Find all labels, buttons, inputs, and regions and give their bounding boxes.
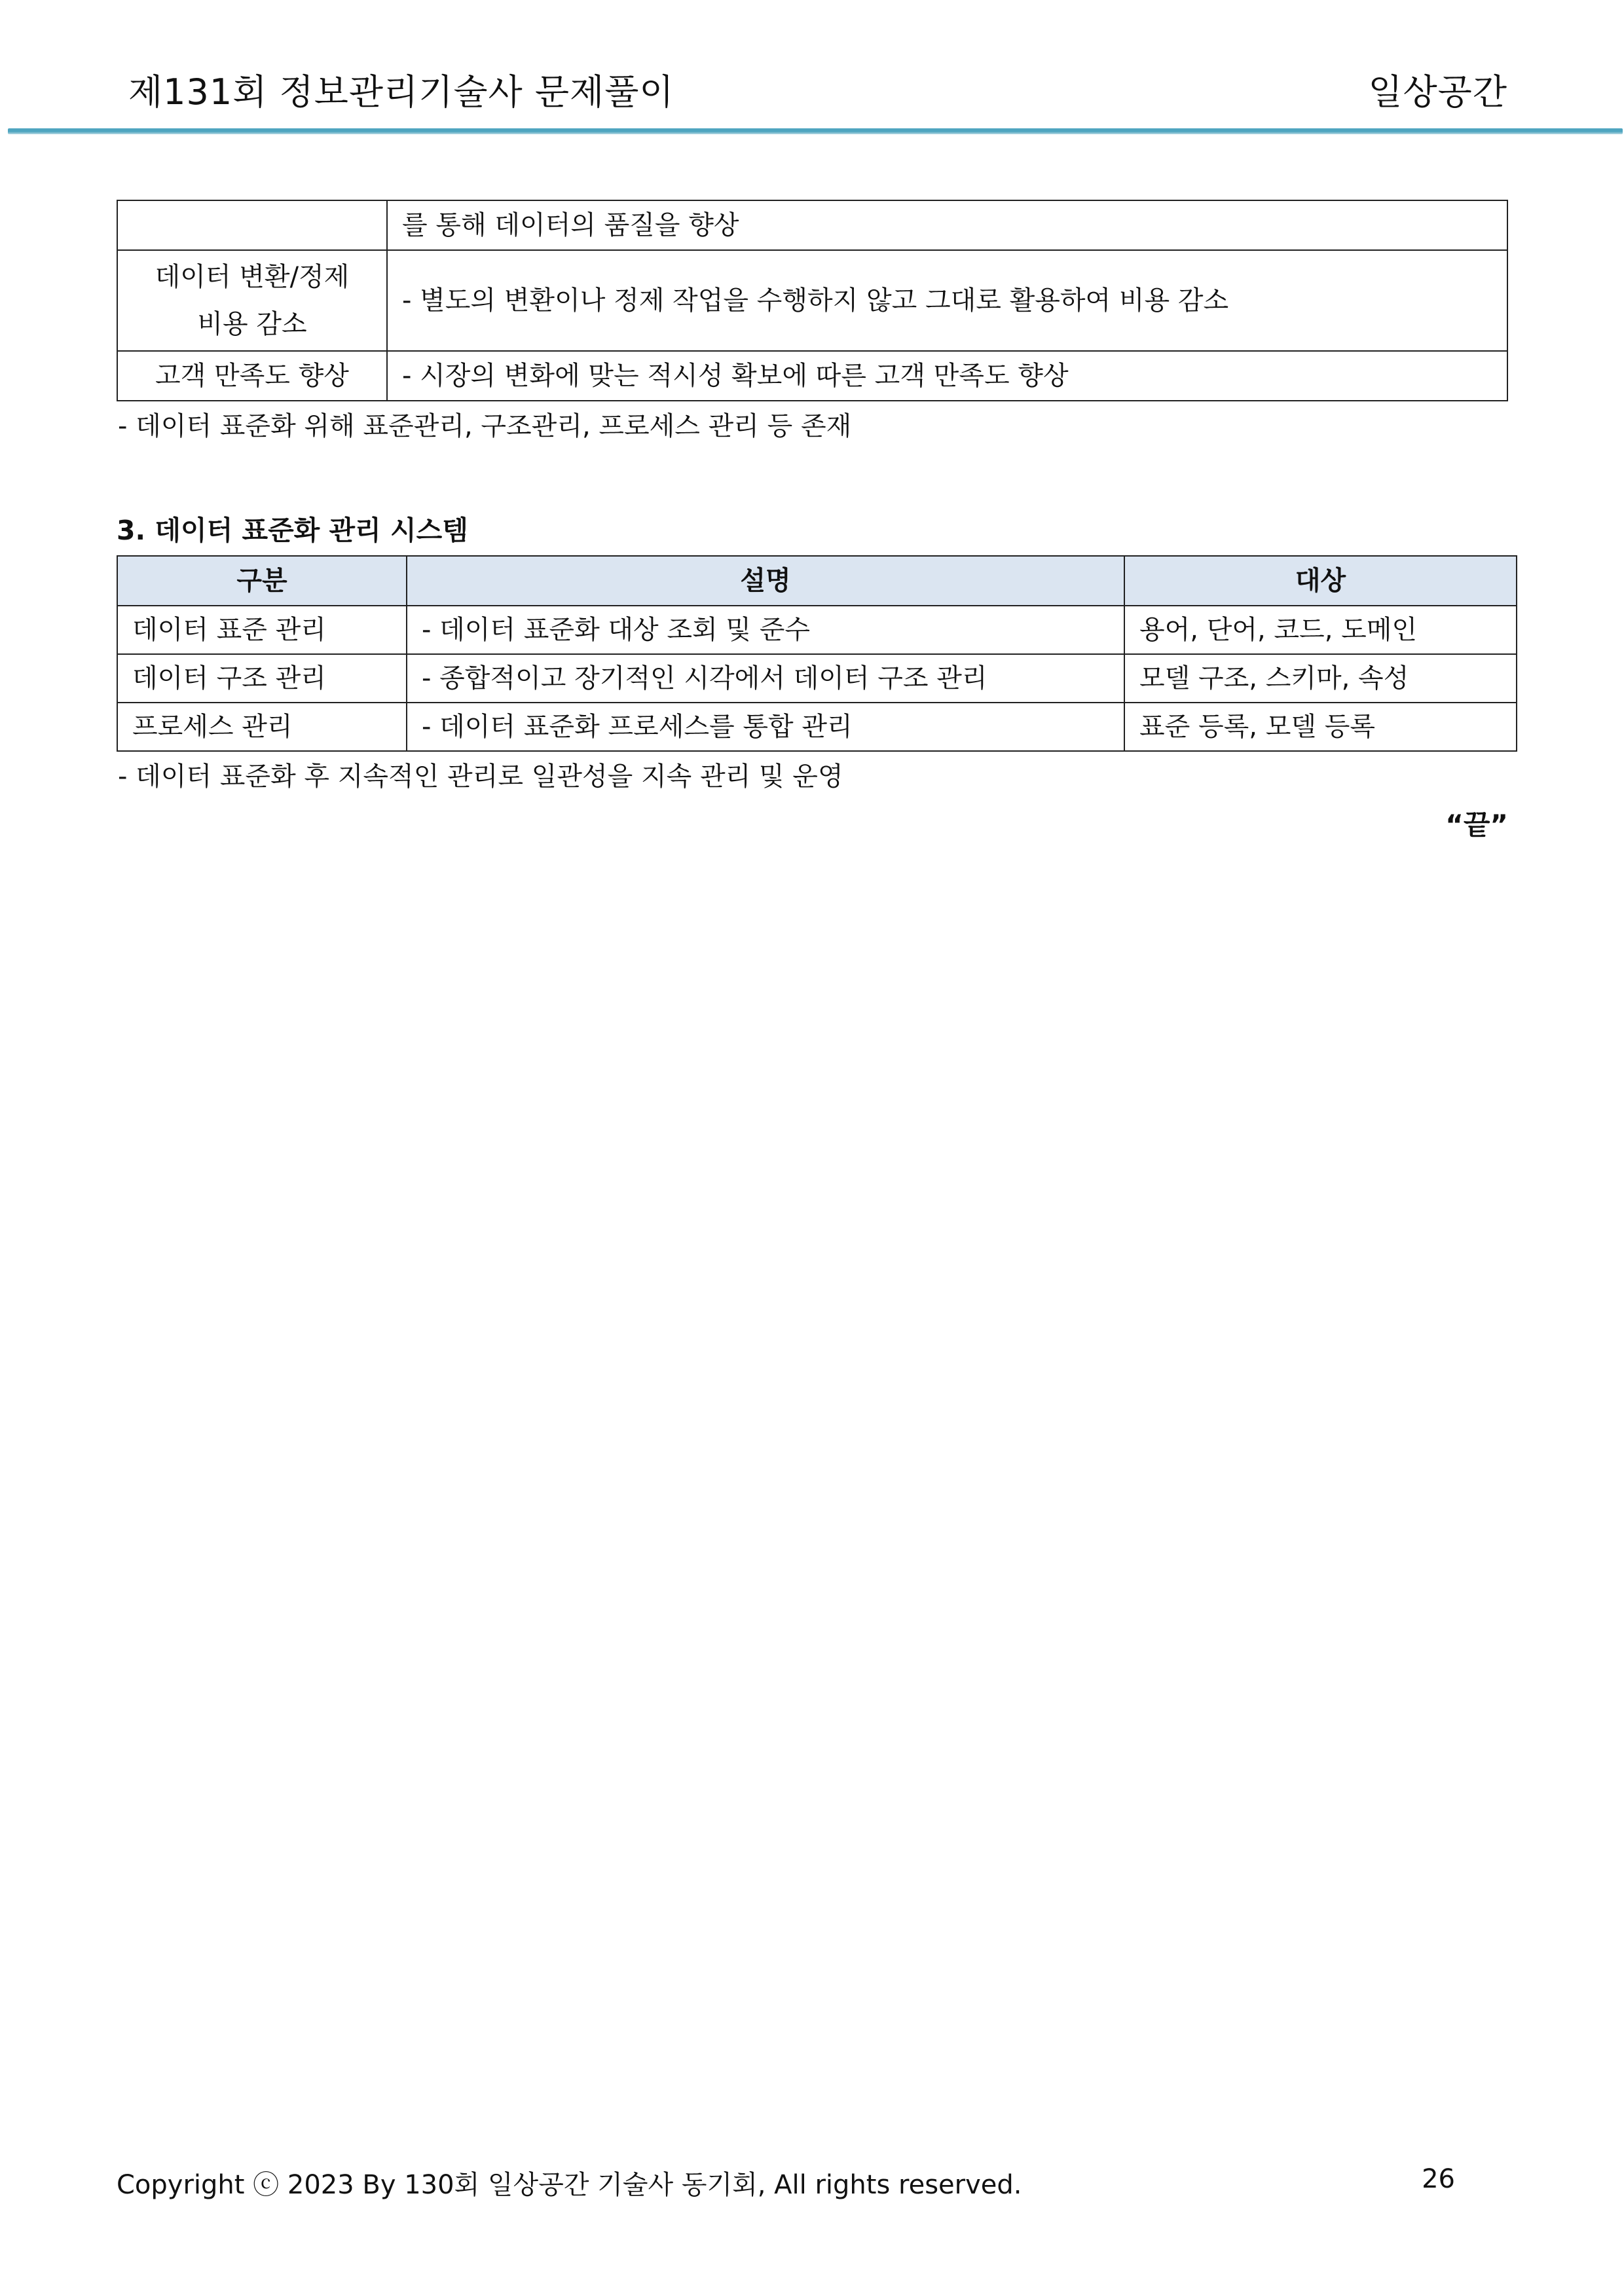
benefits-table bbox=[117, 200, 1508, 401]
table-cell-label: 고객 만족도 향상 bbox=[117, 351, 387, 401]
table-row bbox=[117, 250, 1507, 351]
table-row bbox=[117, 200, 1507, 250]
end-mark: “끝” bbox=[1445, 809, 1508, 841]
label-line: 비용 감소 bbox=[197, 309, 307, 339]
label-line: 데이터 변환/정제 bbox=[155, 262, 350, 292]
table-header-row bbox=[117, 556, 1517, 606]
page-content bbox=[117, 200, 1508, 846]
table1-note: - 데이터 표준화 위해 표준관리, 구조관리, 프로세스 관리 등 존재 bbox=[118, 411, 852, 441]
table-cell-desc: - 시장의 변화에 맞는 적시성 확보에 따른 고객 만족도 향상 bbox=[387, 351, 1507, 401]
column-header: 대상 bbox=[1124, 556, 1517, 606]
table-cell: 모델 구조, 스키마, 속성 bbox=[1124, 654, 1517, 703]
table2-note: - 데이터 표준화 후 지속적인 관리로 일관성을 지속 관리 및 운영 bbox=[118, 762, 843, 792]
header-divider bbox=[8, 128, 1623, 134]
table-cell-desc: - 별도의 변환이나 정제 작업을 수행하지 않고 그대로 활용하여 비용 감소 bbox=[387, 250, 1507, 351]
table-cell: - 데이터 표준화 대상 조회 및 준수 bbox=[407, 606, 1124, 654]
brand-name: 일상공간 bbox=[1368, 71, 1507, 113]
management-system-table bbox=[117, 555, 1517, 752]
page-number: 26 bbox=[1422, 2164, 1455, 2194]
table-row bbox=[117, 703, 1517, 751]
document-title: 제131회 정보관리기술사 문제풀이 bbox=[128, 71, 674, 113]
table-row bbox=[117, 606, 1517, 654]
table-cell-label bbox=[117, 200, 387, 250]
page-header bbox=[0, 0, 1624, 141]
table-cell-desc: 를 통해 데이터의 품질을 향상 bbox=[387, 200, 1507, 250]
table-cell: - 종합적이고 장기적인 시각에서 데이터 구조 관리 bbox=[407, 654, 1124, 703]
column-header: 설명 bbox=[407, 556, 1124, 606]
table-cell: 데이터 표준 관리 bbox=[117, 606, 407, 654]
section-heading: 3. 데이터 표준화 관리 시스템 bbox=[117, 515, 468, 546]
table-cell: - 데이터 표준화 프로세스를 통합 관리 bbox=[407, 703, 1124, 751]
table-cell-label bbox=[117, 250, 387, 351]
footer-copyright: Copyright ⓒ 2023 By 130회 일상공간 기술사 동기회, All rights reserved. bbox=[117, 2170, 1022, 2200]
table-cell: 표준 등록, 모델 등록 bbox=[1124, 703, 1517, 751]
table-cell: 용어, 단어, 코드, 도메인 bbox=[1124, 606, 1517, 654]
table-cell: 프로세스 관리 bbox=[117, 703, 407, 751]
table-row bbox=[117, 351, 1507, 401]
column-header: 구분 bbox=[117, 556, 407, 606]
table-row bbox=[117, 654, 1517, 703]
table-cell: 데이터 구조 관리 bbox=[117, 654, 407, 703]
